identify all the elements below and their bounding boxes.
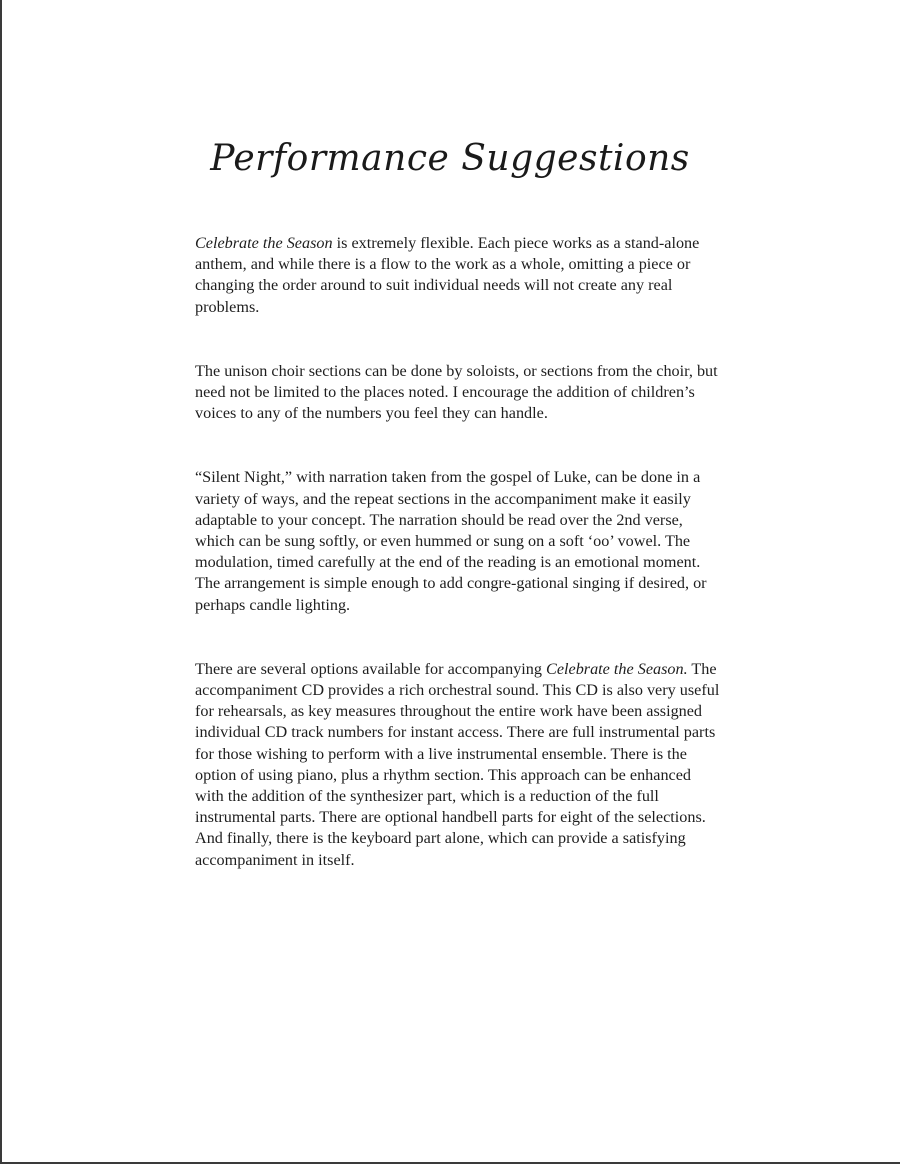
paragraph-4 — [195, 659, 720, 871]
paragraph-3 — [195, 467, 720, 615]
paragraph-text: is extremely flexible. Each piece works as a stand-alone anthem, and while there is a flow to the work as a whole, omitting a piece or changing the order around to suit individual needs will not create any real problems. — [195, 234, 700, 316]
work-title-italic: Celebrate the Season — [195, 234, 333, 252]
paragraph-text: The unison choir sections can be done by soloists, or sections from the choir, but need not be limited to the places noted. I encourage the addition of children’s voices to any of the numbers you feel they can handle. — [195, 361, 718, 423]
body-text — [195, 233, 720, 914]
work-title-italic: Celebrate the Season. — [546, 659, 688, 678]
paragraph-text: “Silent Night,” with narration taken from the gospel of Luke, can be done in a variety of ways, and the repeat sections in the accompaniment make it easily adaptable to your concept. The narration should be read over the 2nd verse, which can be sung softly, or even hummed or sung on a soft ‘oo’ vowel. The modulation, timed carefully at the end of the reading is an emotional moment. The arrangement is simple enough to add congre-gational singing if desired, or perhaps candle lighting. — [195, 468, 707, 614]
paragraph-1 — [195, 233, 720, 318]
paragraph-text: The accompaniment CD provides a rich orchestral sound. This CD is also very useful for rehearsals, as key measures throughout the entire work have been assigned individual CD track numbers for instant access. There are full instrumental parts for those wishing to perform with a live instrumental ensemble. There is the option of using piano, plus a rhythm section. This approach can be enhanced with the addition of the synthesizer part, which is a reduction of the full instrumental parts. There are optional handbell parts for eight of the selections. And finally, there is the keyboard part alone, which can provide a satisfying accompaniment in itself. — [195, 659, 720, 869]
page-title: Performance Suggestions — [210, 138, 690, 179]
paragraph-2 — [195, 361, 720, 425]
paragraph-text: There are several options available for accompanying — [195, 659, 547, 678]
